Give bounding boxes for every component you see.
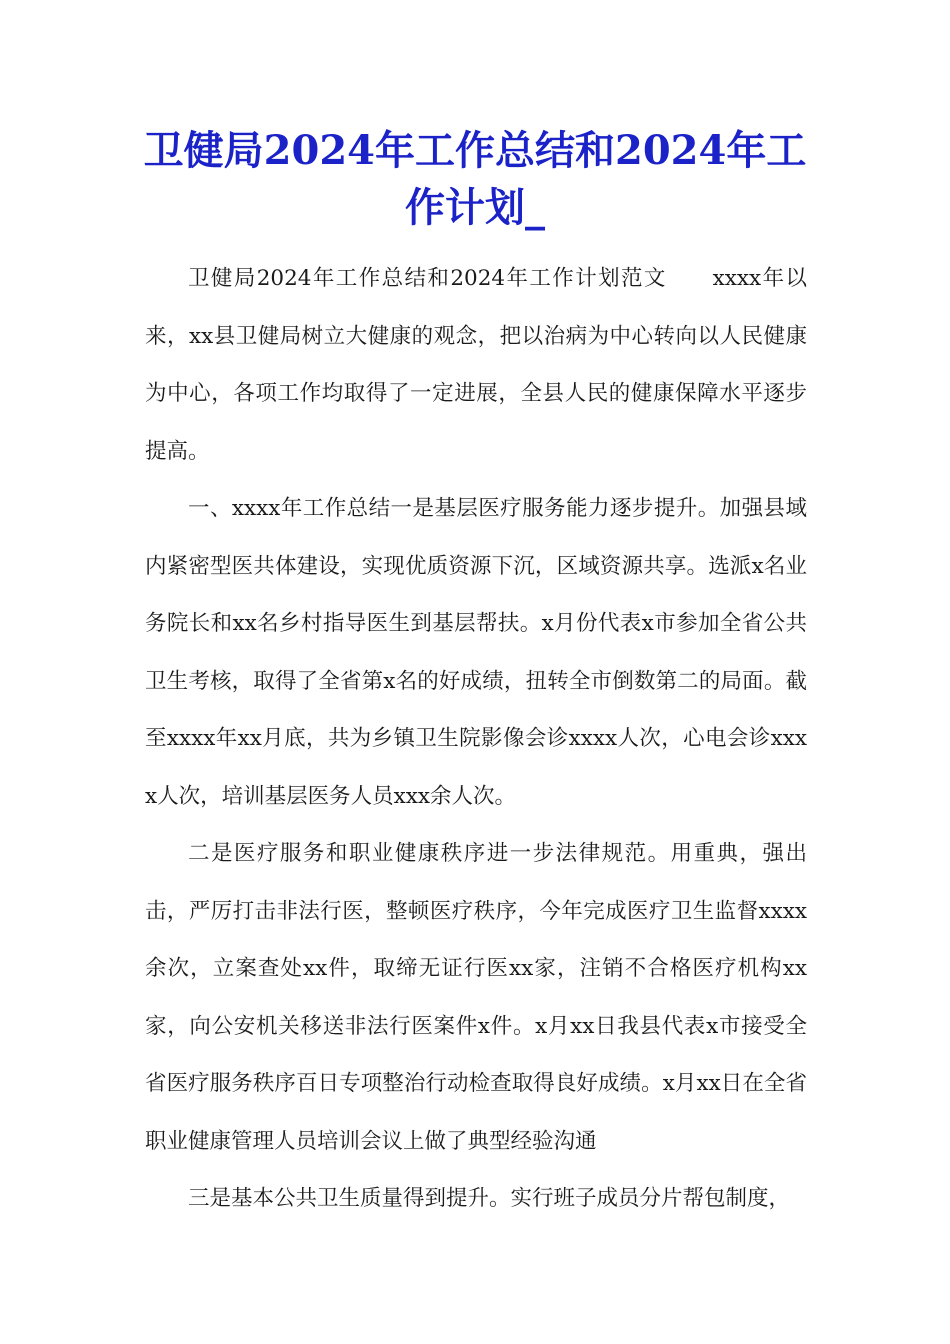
paragraph-section-three: 三是基本公共卫生质量得到提升。实行班子成员分片帮包制度， [188,1186,791,1211]
paragraph-intro: 卫健局2024年工作总结和2024年工作计划范文 xxxx年以来，xx县卫健局树立大健康的观念，把以治病为中心转向以人民健康为中心，各项工作均取得了一定进展，全县人民的健康保障水平逐步提高。 [145,266,807,464]
document-title: 卫健局2024年工作总结和2024年工作计划_ [143,127,807,231]
paragraph-section-two: 二是医疗服务和职业健康秩序进一步法律规范。用重典，强出击，严厉打击非法行医，整顿医疗秩序，今年完成医疗卫生监督xxxx余次，立案查处xx件，取缔无证行医xx家，注销不合格医疗机构xx家，向公安机关移送非法行医案件x件。x月xx日我县代表x市接受全省医疗服务秩序百日专项整治行动检查取得良好成绩。x月xx日在全省职业健康管理人员培训会议上做了典型经验沟通 [145,841,807,1154]
paragraph-section-one: 一、xxxx年工作总结一是基层医疗服务能力逐步提升。加强县域内紧密型医共体建设，实现优质资源下沉，区域资源共享。选派x名业务院长和xx名乡村指导医生到基层帮扶。x月份代表x市参加全省公共卫生考核，取得了全省第x名的好成绩，扭转全市倒数第二的局面。截至xxxx年xx月底，共为乡镇卫生院影像会诊xxxx人次，心电会诊xxxx人次，培训基层医务人员xxx余人次。 [145,496,807,809]
document-body [145,250,807,1228]
